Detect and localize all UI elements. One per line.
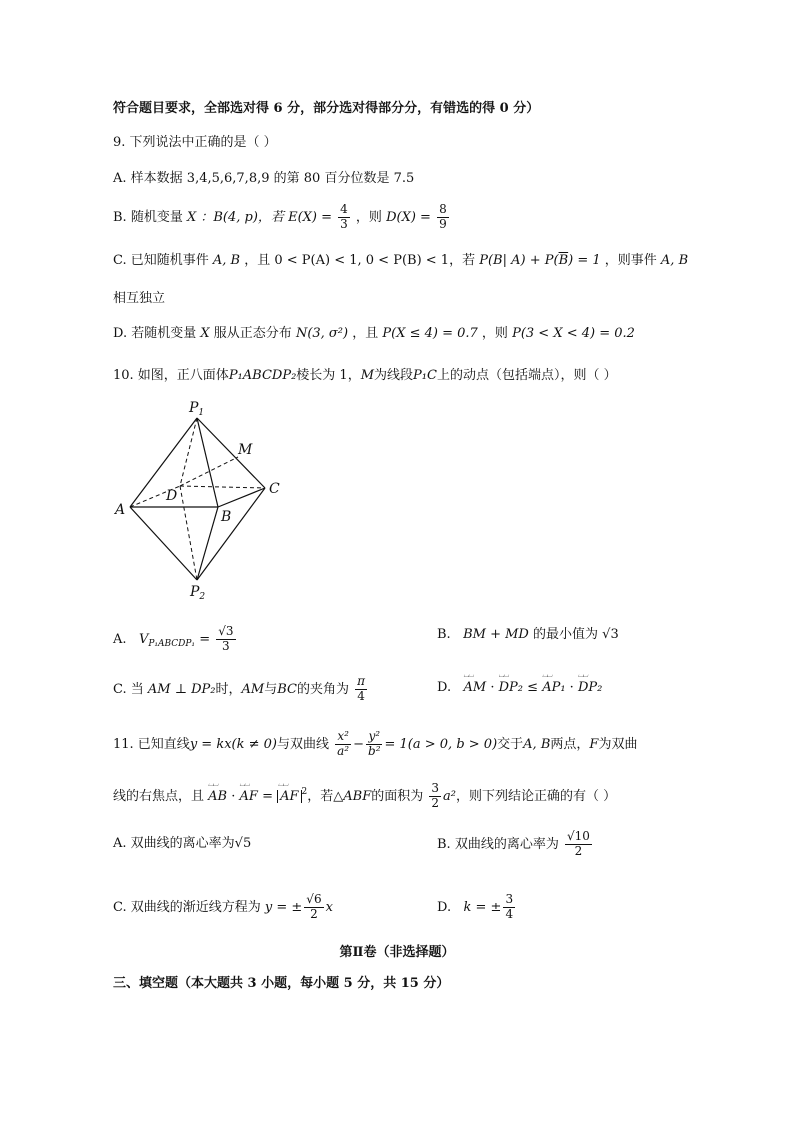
q11-abs-af: ⌴⌴ AF xyxy=(277,790,301,803)
edge-bp2 xyxy=(197,507,218,580)
q9-d-p2: P(3 < X < 4) = 0.2 xyxy=(512,326,635,341)
q9-a-suffix: 的第 80 百分位数是 7.5 xyxy=(273,171,415,186)
section-3-heading: 三、填空题（本大题共 3 小题，每小题 5 分，共 15 分） xyxy=(113,976,450,991)
label-a: A xyxy=(115,502,126,518)
q9-c-events2: A, B xyxy=(660,253,689,268)
q11-vec-ab: ⌴⌴ AB xyxy=(208,790,227,803)
q9-c-formula: P(B| $A) + P(\overline{B}) = 1$ xyxy=(479,253,601,268)
q10-b-expr: BM + MD xyxy=(463,627,529,642)
q10-a-v: $V_{P_1ABCDP_1}$ xyxy=(138,631,196,649)
q10-c-fraction: $\frac{\pi}{4}$ xyxy=(357,674,365,703)
q9-c-prefix: C. 已知随机事件 xyxy=(113,253,209,268)
q10-d-vec-am: ⌴⌴ AM xyxy=(464,681,487,694)
q9-d-normal: N(3, σ²) xyxy=(295,326,349,341)
q9-b-dx: D(X) = xyxy=(386,209,431,225)
q11-a-val: √5 xyxy=(234,836,252,851)
q11-hyperbola-y: $\frac{\text{y²}}{\text{b²}}$ xyxy=(368,729,381,758)
q11-b-fraction: $\frac{√10}{2}$ xyxy=(566,829,590,858)
q11-stem-line1: 11. 已知直线y = kx(k ≠ 0)与双曲线 $\frac{\text{x²}}{\text{a²}}$ − $\frac{\text{y²}}{\text{b²}}$ = 1(a > 0, b > 0)交于A, B两点，F为双曲 xyxy=(113,729,638,758)
edge-p1d xyxy=(180,418,197,486)
q11-c-fraction: $\frac{√6}{2}$ xyxy=(306,892,322,921)
q10-b-val: √3 xyxy=(602,627,619,642)
q11-hyperbola-x: $\frac{\text{x²}}{\text{a²}}$ xyxy=(337,729,350,758)
q10-option-b: B. BM + MD 的最小值为 √3 xyxy=(437,627,619,642)
part-2-title: 第Ⅱ卷（非选择题） xyxy=(339,945,455,960)
q9-d-then: ，则 xyxy=(481,326,508,341)
q11-option-c: C. 双曲线的渐近线方程为 y = ± $\frac{√6}{2}$ x xyxy=(113,892,333,921)
q10-d-vec-ap1: ⌴⌴ AP₁ xyxy=(542,681,565,694)
label-p2: $P_2$ xyxy=(190,584,206,602)
edge-p1a xyxy=(130,418,197,507)
q9-a-prefix: A. 样本数据 xyxy=(113,171,183,186)
q9-c-events: A, B xyxy=(212,253,241,268)
q10-d-vec-dp2: ⌴⌴ DP₂ xyxy=(499,681,523,694)
q10-solid: P₁ABCDP₂ xyxy=(228,368,297,383)
q11-option-a: A. 双曲线的离心率为√5 xyxy=(113,836,252,851)
q9-option-c-line2: 相互独立 xyxy=(113,291,166,306)
q9-c-then: ，则事件 xyxy=(604,253,657,268)
q9-option-d xyxy=(113,327,635,340)
label-b: B xyxy=(221,509,232,525)
q9-b-then: ，则 xyxy=(355,209,382,225)
q10-option-d: D. ⌴⌴ AM · ⌴⌴ DP₂ ≤ ⌴⌴ AP₁ · ⌴⌴ DP₂ xyxy=(437,681,602,694)
q10-d-vec-dp2b: ⌴⌴ DP₂ xyxy=(578,681,602,694)
q9-stem: 9. 下列说法中正确的是（ ） xyxy=(113,135,277,150)
octahedron-figure xyxy=(110,395,300,610)
edge-p1b xyxy=(197,418,218,507)
q9-d-mid: 服从正态分布 xyxy=(213,326,292,341)
q9-option-b xyxy=(113,203,451,232)
q11-vec-af: ⌴⌴ AF xyxy=(240,790,258,803)
q9-option-c xyxy=(113,254,688,267)
q10-stem: 10. 如图，正八面体P₁ABCDP₂棱长为 1，M为线段P₁C上的动点（包括端点），则（ ） xyxy=(113,368,617,383)
edge-p1c xyxy=(197,418,265,488)
edge-ap2 xyxy=(130,507,197,580)
q9-b-ex: E(X) = xyxy=(288,209,332,225)
q9-b-prefix: B. 随机变量 xyxy=(113,209,183,225)
edge-dp2 xyxy=(180,486,197,580)
q10-c-cond: AM ⊥ DP₂ xyxy=(147,681,216,697)
q9-d-x: X xyxy=(200,326,210,341)
q9-d-prefix: D. 若随机变量 xyxy=(113,326,197,341)
segment-dm xyxy=(180,457,238,486)
q9-a-data: 3,4,5,6,7,8,9 xyxy=(186,171,270,186)
q9-b-dist: ：B(4, p)，若 xyxy=(200,209,284,225)
q11-line-eq: y = kx(k ≠ 0) xyxy=(189,736,277,752)
q11-d-fraction: $\frac{3}{4}$ xyxy=(505,892,514,921)
q11-option-d: D. k = ± $\frac{3}{4}$ xyxy=(437,892,514,921)
q11-area-fraction: $\frac{3}{2}$ xyxy=(431,781,440,810)
q10-a-fraction: $\frac{√3}{3}$ xyxy=(218,624,234,653)
scoring-note: 符合题目要求，全部选对得 6 分，部分选对得部分分，有错选的得 0 分） xyxy=(113,101,540,116)
q10-option-c: C. 当 AM ⊥ DP₂时，AM与BC的夹角为 $\frac{\pi}{4}$ xyxy=(113,674,365,703)
q9-b-dx-fraction: $\frac{8}{9}$ xyxy=(439,202,447,231)
q9-d-p1: P(X ≤ 4) = 0.7 xyxy=(382,326,478,341)
q9-c-cond: ，且 0 < P(A) < 1, 0 < P(B) < 1，若 xyxy=(244,253,476,268)
q10-option-a: A. $V_{P_1ABCDP_1}$ = $\frac{√3}{3}$ xyxy=(113,624,234,653)
label-d: D xyxy=(166,488,178,504)
label-m: M xyxy=(238,442,253,458)
q9-d-cond: ，且 xyxy=(352,326,379,341)
edge-dc xyxy=(180,486,265,488)
q9-b-ex-fraction: $\frac{4}{3}$ xyxy=(340,202,348,231)
label-p1: $P_1$ xyxy=(189,400,205,418)
q11-stem-line2: 线的右焦点，且 ⌴⌴ AB · ⌴⌴ AF = ⌴⌴ AF $^2$，若△ABF的面积为 $\frac{3}{2}$ a²，则下列结论正确的有（ ） xyxy=(113,782,616,811)
q11-option-b: B. 双曲线的离心率为 $\frac{√10}{2}$ xyxy=(437,829,590,858)
q9-option-a xyxy=(113,172,414,185)
label-c: C xyxy=(269,481,280,497)
q9-b-x: X xyxy=(186,209,197,225)
